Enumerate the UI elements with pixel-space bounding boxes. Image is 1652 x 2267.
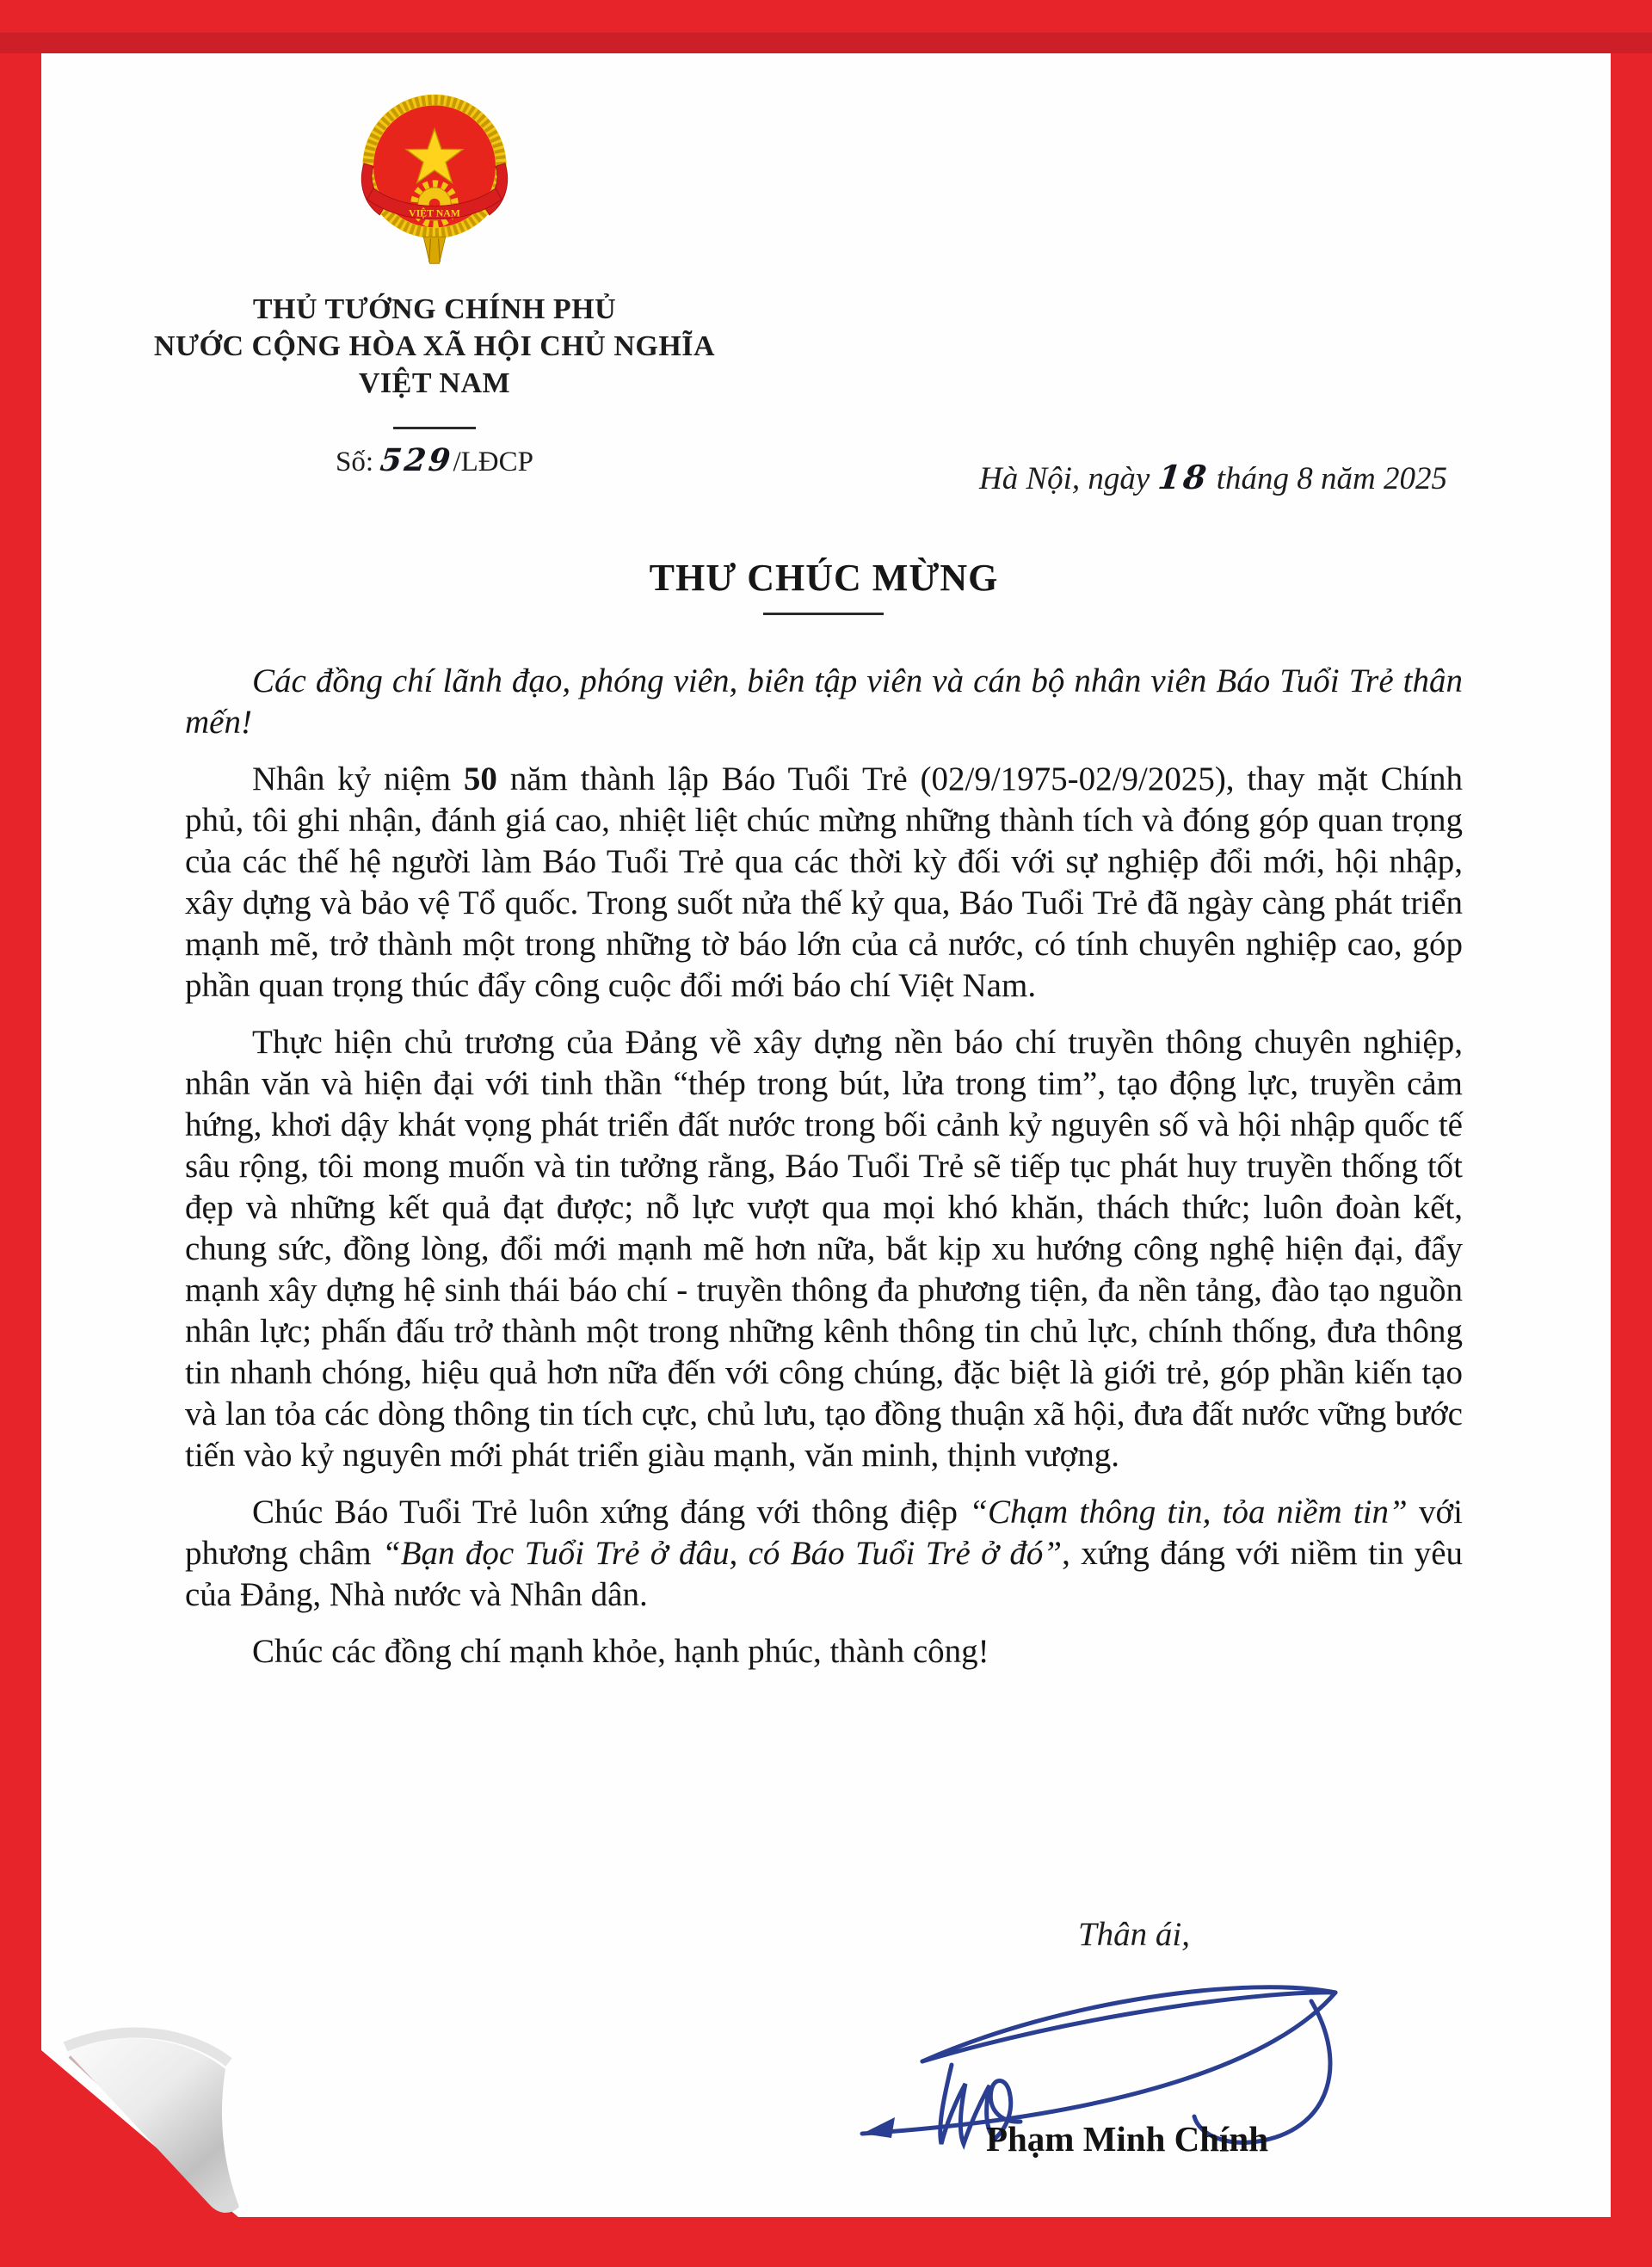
signer-name: Phạm Minh Chính: [985, 2119, 1269, 2159]
salutation-paragraph: Các đồng chí lãnh đạo, phóng viên, biên tập viên và cán bộ nhân viên Báo Tuổi Trẻ thân mến!: [185, 662, 1463, 741]
letter-body: [185, 661, 1463, 1688]
paragraph-anniversary: [185, 759, 1463, 1007]
paragraph-anniversary-post: năm thành lập Báo Tuổi Trẻ (02/9/1975-02/9/2025), thay mặt Chính phủ, tôi ghi nhận, đánh giá cao, nhiệt liệt chúc mừng những thành tích và đóng góp quan trọng của các thế hệ người làm Báo Tuổi Trẻ qua các thời kỳ đối với sự nghiệp đổi mới, hội nhập, xây dựng và bảo vệ Tổ quốc. Trong suốt nửa thế kỷ qua, Báo Tuổi Trẻ đã ngày càng phát triển mạnh mẽ, trở thành một trong những tờ báo lớn của cả nước, có tính chuyên nghiệp cao, góp phần quan trọng thúc đẩy công cuộc đổi mới báo chí Việt Nam.: [185, 761, 1463, 1004]
letterhead-divider: [393, 427, 476, 429]
letter-paper: [41, 53, 1611, 2217]
document-number-value: 529: [379, 442, 455, 478]
anniversary-years-number: 50: [463, 761, 497, 798]
paragraph-wishes-pre: Chúc Báo Tuổi Trẻ luôn xứng đáng với thông điệp: [252, 1494, 970, 1531]
paragraph-wishes-mid: với phương châm: [185, 1494, 1463, 1572]
vietnam-national-emblem-icon: [356, 88, 513, 270]
paragraph-farewell: Chúc các đồng chí mạnh khỏe, hạnh phúc, thành công!: [252, 1633, 989, 1670]
paragraph-wishes: [185, 1492, 1463, 1616]
document-number-suffix: /LĐCP: [453, 447, 533, 477]
valediction: Thân ái,: [1077, 1916, 1191, 1953]
paragraph-anniversary-pre: Nhân kỷ niệm: [252, 761, 464, 798]
document-number-prefix: Số:: [336, 447, 381, 477]
date-line-day: 18: [1156, 458, 1211, 496]
letter-title: THƯ CHÚC MỪNG: [649, 557, 999, 599]
page-curl: [41, 2002, 265, 2217]
org-name-line2: NƯỚC CỘNG HÒA XÃ HỘI CHỦ NGHĨA: [153, 330, 716, 362]
paper-edge-shadow: [0, 33, 1652, 53]
paragraph-policy: Thực hiện chủ trương của Đảng về xây dựng nền báo chí truyền thông chuyên nghiệp, nhân văn và hiện đại với tinh thần “thép trong bút, lửa trong tim”, tạo động lực, truyền cảm hứng, khơi dậy khát vọng phát triển đất nước trong bối cảnh kỷ nguyên số và hội nhập quốc tế sâu rộng, tôi mong muốn và tin tưởng rằng, Báo Tuổi Trẻ sẽ tiếp tục phát huy truyền thống tốt đẹp và những kết quả đạt được; nỗ lực vượt qua mọi khó khăn, thách thức; luôn đoàn kết, chung sức, đồng lòng, đổi mới mạnh mẽ hơn nữa, bắt kịp xu hướng công nghệ hiện đại, đẩy mạnh xây dựng hệ sinh thái báo chí - truyền thông đa phương tiện, đa nền tảng, đào tạo nguồn nhân lực; phấn đấu trở thành một trong những kênh thông tin chủ lực, chính thống, đưa thông tin nhanh chóng, hiệu quả hơn nữa đến với công chúng, đặc biệt là giới trẻ, góp phần kiến tạo và lan tỏa các dòng thông tin tích cực, chủ lưu, tạo đồng thuận xã hội, đưa đất nước vững bước tiến vào kỷ nguyên mới phát triển giàu mạnh, văn minh, thịnh vượng.: [185, 1024, 1463, 1474]
emblem-banner-text: VIỆT NAM: [409, 206, 460, 219]
issuing-authority-block: [90, 291, 779, 439]
org-name-line3: VIỆT NAM: [358, 367, 511, 399]
date-line: [979, 458, 1447, 497]
title-divider: [763, 613, 884, 615]
org-name-line1: THỦ TƯỚNG CHÍNH PHỦ: [252, 293, 617, 325]
date-line-pre: Hà Nội, ngày: [979, 461, 1158, 496]
motto-quote: “Bạn đọc Tuổi Trẻ ở đâu, có Báo Tuổi Trẻ ở đó”: [382, 1535, 1063, 1572]
message-quote: “Chạm thông tin, tỏa niềm tin”: [969, 1494, 1408, 1531]
document-number: [90, 442, 779, 478]
date-line-post: tháng 8 năm 2025: [1208, 461, 1447, 496]
paragraph-wishes-post: , xứng đáng với niềm tin yêu của Đảng, Nhà nước và Nhân dân.: [185, 1535, 1464, 1613]
